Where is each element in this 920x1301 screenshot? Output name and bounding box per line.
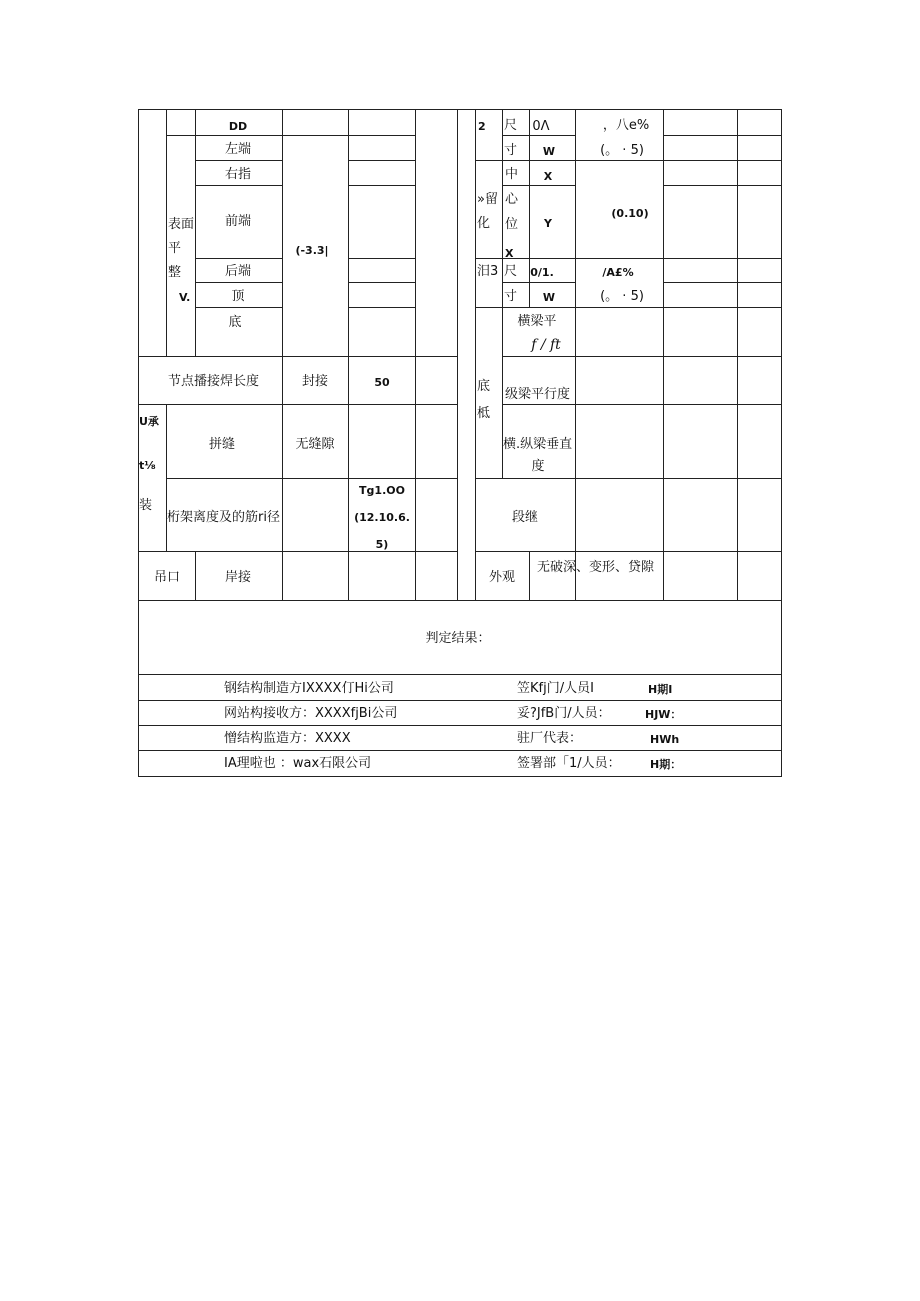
divider (195, 185, 282, 186)
divider (166, 109, 167, 356)
divider (663, 282, 781, 283)
row2-a: 0/1. (530, 266, 554, 279)
divider (415, 109, 416, 601)
divider (348, 282, 415, 283)
center-label: 心 (505, 192, 519, 207)
divider (195, 160, 282, 161)
beam-flatness: 横梁平 (517, 314, 557, 329)
divider (138, 404, 457, 405)
divider (138, 600, 782, 601)
signature-party: IA理啦也 ：wax石限公司 (224, 756, 372, 771)
center-x: X (543, 170, 553, 183)
border-top (138, 109, 782, 110)
signature-party: 网站构接收方：XXXXfjBi公司 (224, 706, 398, 721)
segment-label: 段继 (511, 510, 539, 525)
signature-date: HWh (650, 733, 680, 746)
center-label: 中 (505, 167, 519, 182)
assembly-label: 装 (139, 498, 153, 513)
flatness-v: V. (179, 291, 191, 304)
row2-tolerance: /A£% (602, 266, 634, 279)
divider (457, 109, 458, 601)
divider (502, 356, 781, 357)
dd-cell: DD (228, 120, 248, 133)
divider (195, 282, 282, 283)
divider (502, 282, 575, 283)
divider (195, 551, 196, 601)
divider (138, 700, 782, 701)
divider (195, 307, 282, 308)
divider (502, 404, 781, 405)
divider (737, 109, 738, 601)
base-label: 柢 (477, 406, 491, 421)
face-bottom: 底 (228, 315, 242, 330)
signature-party: 钢结构制造方IXXXX仃Hi公司 (224, 681, 394, 696)
splice-requirement: 无缝隙 (295, 437, 335, 452)
divider (475, 160, 781, 161)
beam-perpendicularity: 度 (531, 459, 545, 474)
divider (348, 109, 349, 601)
weld-value: 50 (374, 376, 390, 389)
reserved-label: 汨3 (477, 264, 499, 279)
face-right: 右指 (224, 167, 252, 182)
weld-length-label: 节点播接焊长度 (168, 374, 260, 389)
row1-dim: 尺 (504, 118, 518, 133)
beam-flatness-symbol: f / ft (531, 337, 561, 353)
row1-tolerance: ，八e% (602, 118, 650, 133)
signature-date: H期： (650, 758, 682, 771)
divider (663, 109, 664, 601)
signature-date: HJW： (645, 708, 682, 721)
divider (348, 185, 415, 186)
row2-dim: 尺 (504, 264, 518, 279)
divider (166, 135, 415, 136)
border-right (781, 109, 782, 777)
truss-tolerance: 5) (375, 538, 389, 551)
divider (663, 185, 781, 186)
flatness-tolerance: (-3.3| (295, 244, 329, 257)
divider (475, 551, 781, 552)
truss-label: 桁架离度及的筋ri径 (167, 510, 280, 525)
face-back: 后端 (224, 264, 252, 279)
divider (138, 551, 457, 552)
signature-dept: 妥?JfB门/人员： (517, 706, 611, 721)
row2-dim: 寸 (504, 289, 518, 304)
divider (502, 135, 575, 136)
signature-dept: 驻厂代表： (517, 731, 583, 746)
flatness-label: 表面 (168, 217, 195, 232)
divider (475, 478, 781, 479)
beam-parallelism: 级梁平行度 (505, 387, 571, 402)
reserved-label: 化 (477, 216, 491, 231)
divider (575, 109, 576, 601)
beam-perpendicularity: 横.纵梁垂直 (503, 437, 573, 452)
hanger-method: 岸接 (224, 570, 252, 585)
row1-dim: 寸 (504, 143, 518, 158)
divider (138, 674, 782, 675)
reserved-label: »留 (477, 192, 498, 207)
assembly-label: U承 (139, 415, 159, 428)
appearance-requirement: 无破深、变形、贷隙 (537, 560, 655, 575)
signature-date: H期I (648, 683, 673, 696)
result-label: 判定结果： (425, 631, 491, 646)
truss-tolerance: Tg1.OO (359, 484, 405, 497)
divider (502, 185, 575, 186)
row1-tolerance: (。 · 5) (600, 143, 644, 158)
row1-w: W (542, 145, 556, 158)
flatness-label: 平 (168, 241, 182, 256)
face-left: 左端 (224, 142, 252, 157)
divider (529, 551, 530, 601)
appearance-label: 外观 (488, 570, 516, 585)
divider (138, 725, 782, 726)
divider (348, 258, 415, 259)
center-y: Y (544, 217, 552, 230)
divider (475, 307, 781, 308)
divider (475, 109, 476, 601)
row1-a: 0Λ (532, 119, 550, 134)
signature-dept: 笠Kfj门/人员I (517, 681, 594, 696)
assembly-label: t⅛ (139, 459, 156, 472)
hanger-label: 吊口 (153, 570, 181, 585)
base-label: 底 (477, 379, 491, 394)
center-label: 位 (505, 217, 519, 232)
divider (195, 258, 282, 259)
flatness-label: 整 (168, 265, 182, 280)
divider (138, 750, 782, 751)
center-tolerance: (0.10) (611, 207, 649, 220)
face-front: 前端 (224, 214, 252, 229)
row1-number: 2 (478, 120, 486, 133)
divider (195, 109, 196, 356)
divider (502, 109, 503, 307)
row2-tolerance: (。 · 5) (600, 289, 644, 304)
divider (348, 307, 415, 308)
divider (663, 135, 781, 136)
splice-label: 拼缝 (208, 437, 236, 452)
weld-method: 封接 (301, 374, 329, 389)
signature-dept: 签署部「1/人员： (517, 756, 621, 771)
divider (166, 478, 457, 479)
border-bottom (138, 776, 782, 777)
truss-tolerance: (12.10.6. (354, 511, 410, 524)
center-label: X (505, 247, 514, 260)
divider (475, 258, 781, 259)
border-left (138, 109, 139, 777)
divider (282, 109, 283, 601)
face-top: 顶 (231, 289, 245, 304)
divider (348, 160, 415, 161)
row2-w: W (542, 291, 556, 304)
divider (138, 356, 457, 357)
signature-party: 憎结构监造方：XXXX (224, 731, 351, 746)
